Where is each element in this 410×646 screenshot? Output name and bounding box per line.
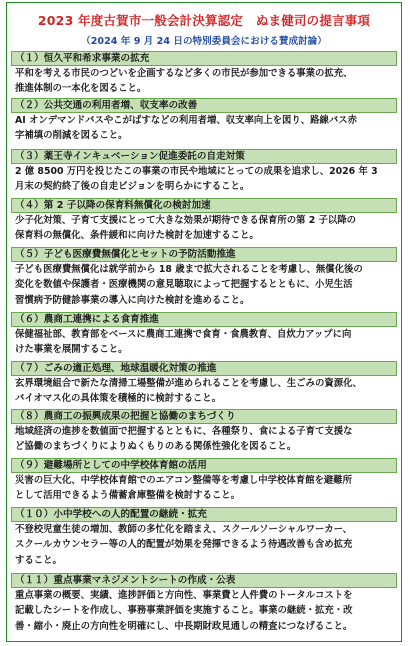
proposal-frame bbox=[6, 2, 402, 642]
page-title: 2023 年度古賀市一般会計決算認定 ぬま健司の提言事項 bbox=[37, 13, 371, 28]
body-line: 重点事業の概要、実績、進捗評価と方向性、事業費と人件費のトータルコストを bbox=[15, 590, 353, 601]
body-line: 記載したシートを作成し、事務事業評価を実施すること。事業の継続・拡充・改 bbox=[15, 605, 353, 617]
section-body-5 bbox=[15, 262, 395, 308]
body-line: ど協働のまちづくりによりぬくもりのある関係性強化を図ること。 bbox=[15, 441, 297, 453]
section-body-11 bbox=[15, 588, 395, 634]
body-line: 地域経済の進捗を数値面で把握するとともに、各種祭り、食による子育て支援な bbox=[15, 426, 353, 437]
body-line: 不登校児童生徒の増加、教師の多忙化を踏まえ、スクールソーシャルワーカー、 bbox=[15, 524, 352, 535]
body-line: として活用できるよう備蓄倉庫整備を検討すること。 bbox=[15, 490, 241, 502]
section-heading-3: （３）薬王寺インキュベーション促進委託の自走対策 bbox=[11, 149, 397, 164]
body-line: 推進体制の一本化を図ること。 bbox=[15, 83, 147, 95]
body-line: けた事業を展開すること。 bbox=[15, 344, 128, 356]
section-heading-1: （１）恒久平和希求事業の拡充 bbox=[11, 51, 397, 66]
section-heading-7: （７）ごみの適正処理、地球温暖化対策の推進 bbox=[11, 361, 397, 376]
page-subtitle: （2024 年 9 月 24 日の特別委員会における賛成討論） bbox=[81, 36, 327, 47]
body-line: 玄界環境組合で新たな清掃工場整備が進められることを考慮し、生ごみの資源化、 bbox=[15, 378, 362, 389]
body-line: 保育料の無償化、条件緩和に向けた検討を加速すること。 bbox=[15, 230, 259, 242]
body-line: 変化を数値や保護者・医療機関の意見聴取によって把握するとともに、小児生活 bbox=[15, 279, 353, 291]
body-line: 2 億 8500 万円を投じたこの事業の市民や地域にとっての成果を追求し、2026 年 3 bbox=[15, 166, 378, 177]
section-body-9 bbox=[15, 473, 395, 504]
body-line: スクールカウンセラー等の人的配置が効果を発揮できるよう待遇改善も含め拡充 bbox=[15, 539, 353, 551]
section-body-2 bbox=[15, 113, 395, 144]
section-body-6 bbox=[15, 327, 395, 358]
section-body-4 bbox=[15, 213, 395, 244]
body-line: AI オンデマンドバスやこがばすなどの利用者増、収支率向上を図り、路線バス赤 bbox=[15, 115, 357, 126]
section-body-1 bbox=[15, 66, 395, 97]
section-heading-9: （９）避難場所としての中学校体育館の活用 bbox=[11, 458, 397, 473]
section-heading-6: （６）農商工連携による食育推進 bbox=[11, 312, 397, 327]
body-line: 少子化対策、子育て支援にとって大きな効果が期待できる保育所の第 2 子以降の bbox=[15, 215, 356, 226]
section-body-10 bbox=[15, 522, 395, 568]
section-body-3 bbox=[15, 164, 395, 195]
section-heading-5: （５）子ども医療費無償化とセットの予防活動推進 bbox=[11, 247, 397, 262]
section-body-8 bbox=[15, 424, 395, 455]
body-line: 平和を考える市民のつどいを企画するなど多くの市民が参加できる事業の拡充、 bbox=[15, 68, 353, 79]
body-line: 善・縮小・廃止の方向性を明確にし、中長期財政見通しの精査につなげること。 bbox=[15, 620, 353, 632]
body-line: 子ども医療費無償化は就学前から 18 歳まで拡大されることを考慮し、無償化後の bbox=[15, 264, 363, 275]
body-line: 習慣病予防健診事業の導入に向けた検討を進めること。 bbox=[15, 294, 250, 306]
body-line: 保健福祉部、教育部をベースに農商工連携で食育・食農教育、自炊力アップに向 bbox=[15, 329, 352, 340]
body-line: 月末の契約終了後の自走ビジョンを明らかにすること。 bbox=[15, 181, 250, 193]
section-heading-10: （１０）小中学校への人的配置の継続・拡充 bbox=[11, 507, 397, 522]
body-line: 字補填の削減を図ること。 bbox=[15, 130, 128, 142]
body-line: すること。 bbox=[15, 554, 62, 566]
section-heading-8: （８）農商工の振興成果の把握と協働のまちづくり bbox=[11, 409, 397, 424]
body-line: バイオマス化の具体策を積極的に検討すること。 bbox=[15, 393, 221, 405]
section-heading-11: （１１）重点事業マネジメントシートの作成・公表 bbox=[11, 573, 397, 588]
section-heading-4: （４）第 2 子以降の保育料無償化の検討加速 bbox=[11, 198, 397, 213]
body-line: 災害の巨大化、中学校体育館でのエアコン整備等を考慮し中学校体育館を避難所 bbox=[15, 475, 353, 486]
section-body-7 bbox=[15, 376, 395, 407]
section-heading-2: （２）公共交通の利用者増、収支率の改善 bbox=[11, 98, 397, 113]
